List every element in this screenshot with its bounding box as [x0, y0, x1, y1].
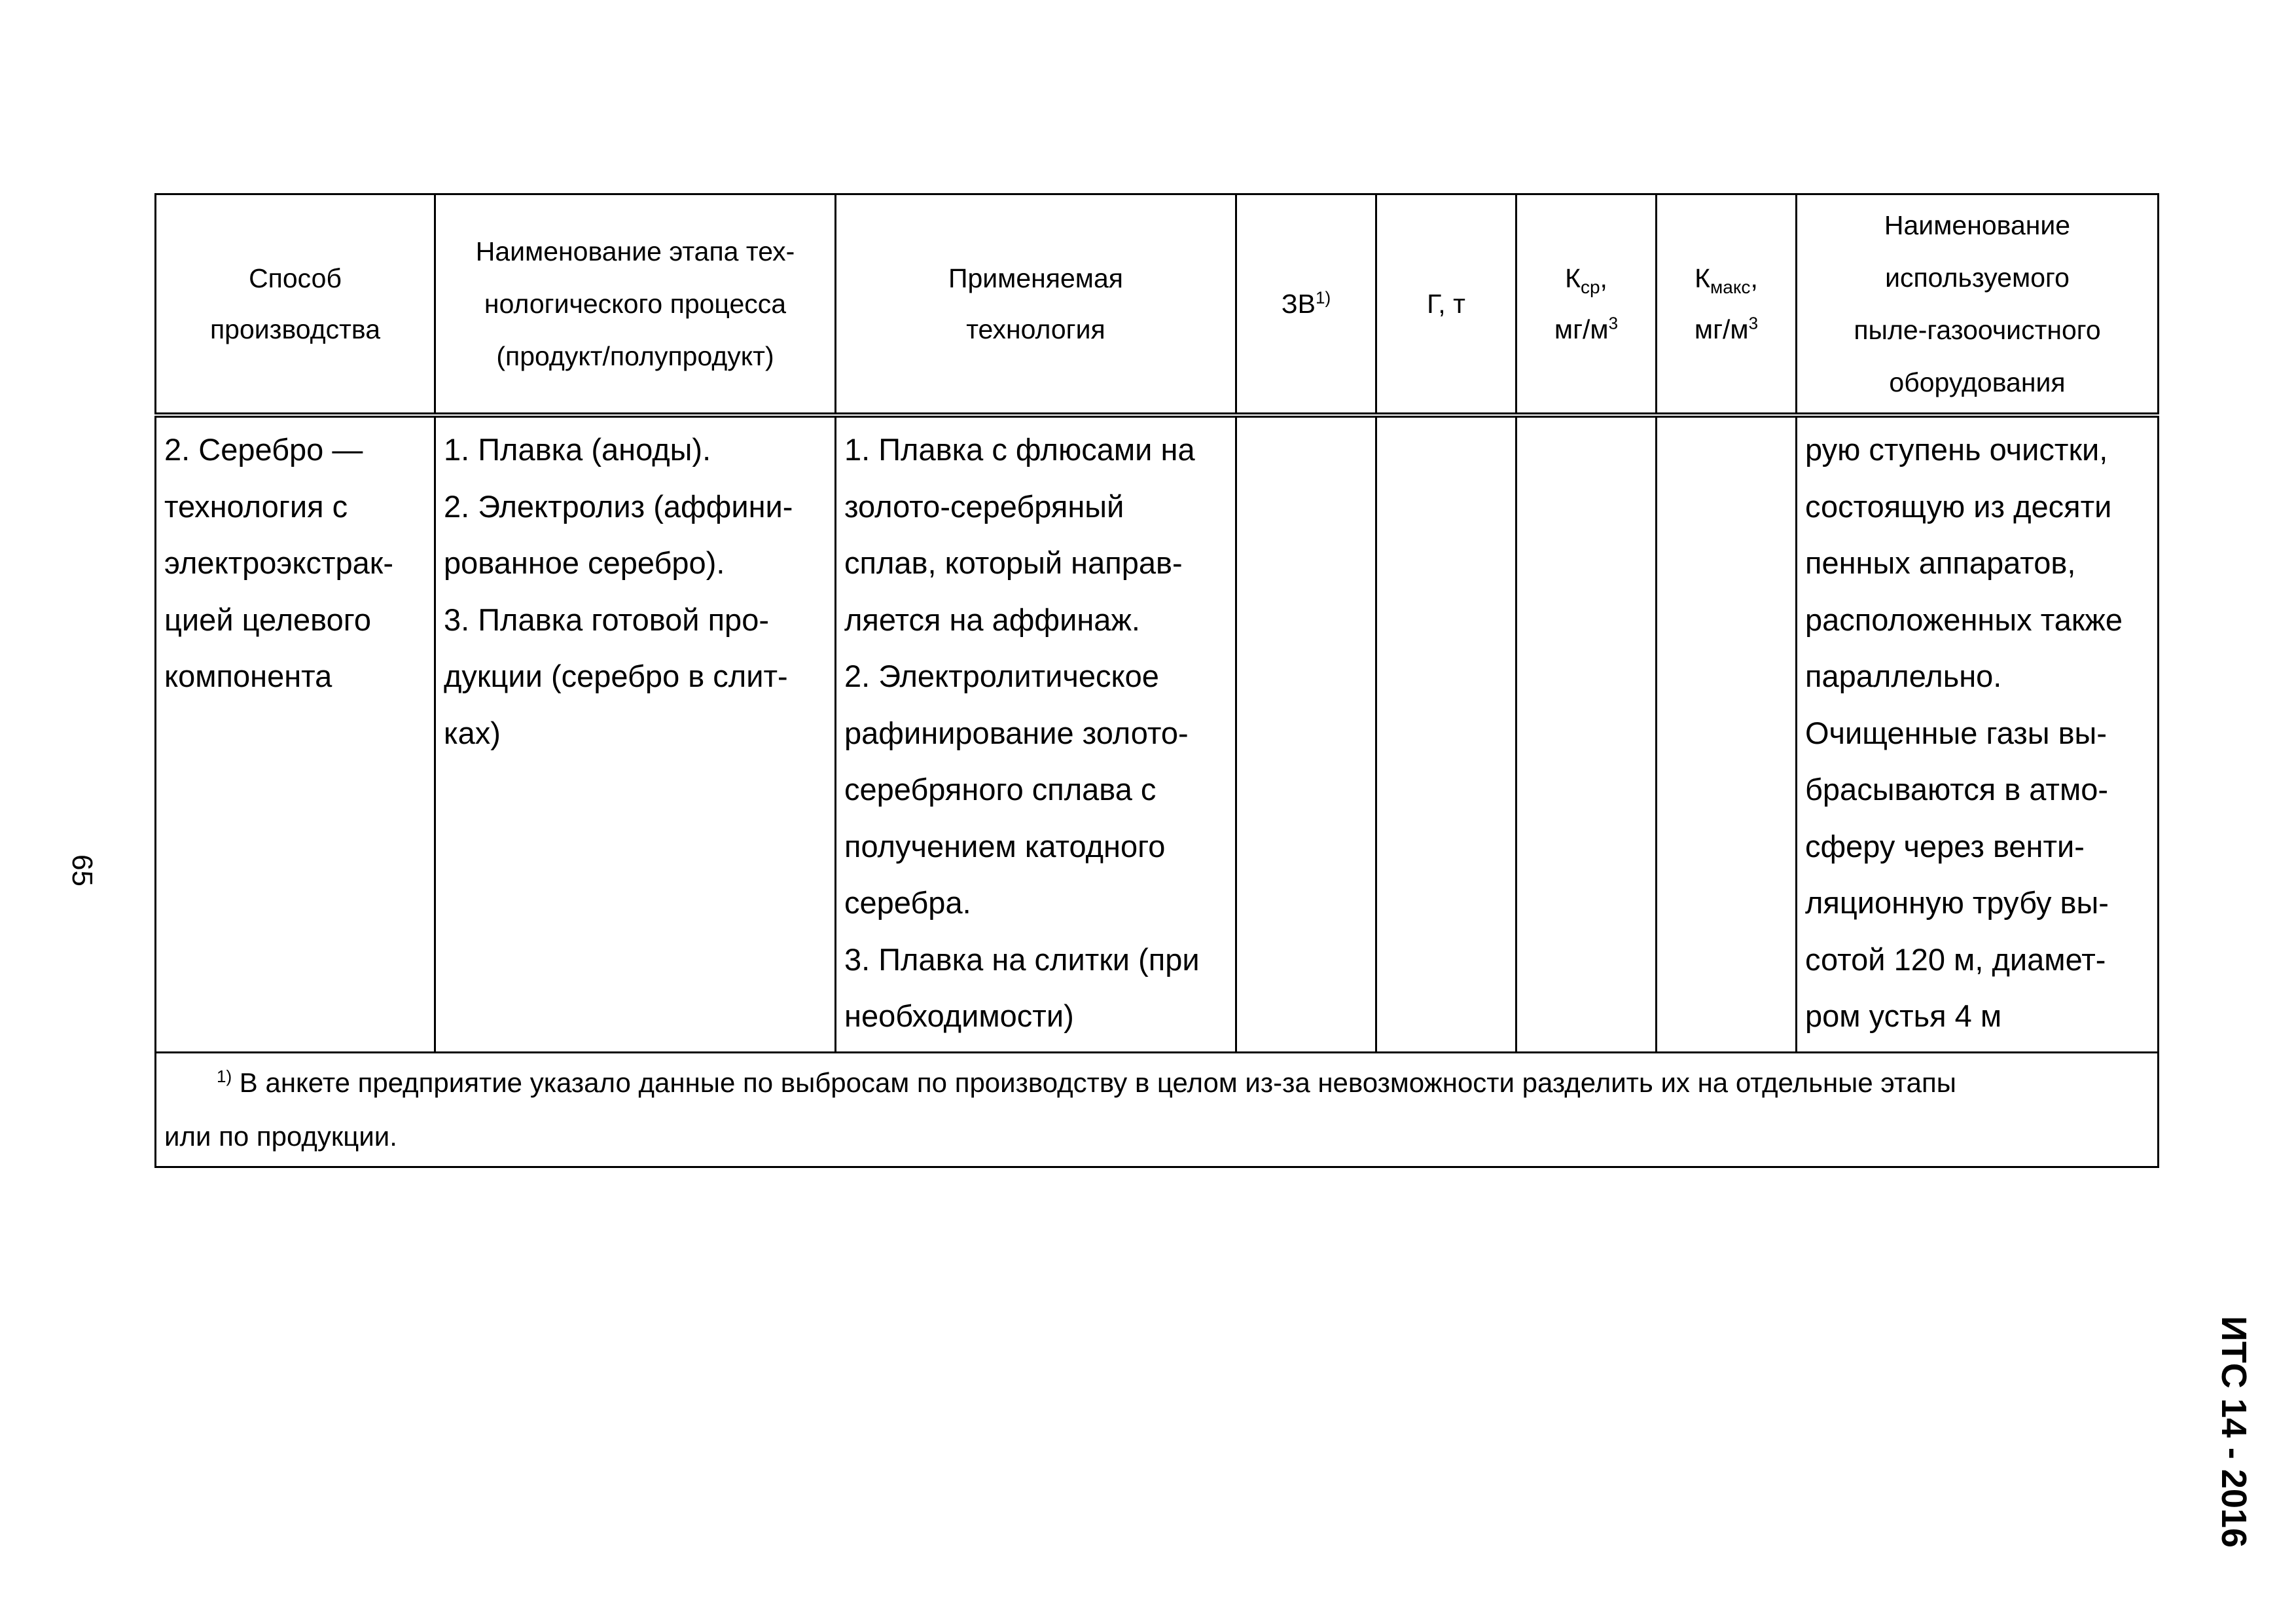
technology-line: 3. Плавка на слитки (при — [844, 941, 1200, 977]
header-technology — [836, 194, 1236, 416]
stage-line: 1. Плавка (аноды). — [444, 432, 711, 467]
footnote-line — [164, 1056, 2149, 1110]
footnote-marker: 1) — [217, 1067, 232, 1086]
stage-line: 2. Электролиз (аффини- — [444, 488, 793, 524]
emissions-table — [154, 193, 2159, 1168]
table-footnote — [156, 1053, 2159, 1167]
technology-line: необходимости) — [844, 998, 1074, 1033]
technology-line: 2. Электролитическое — [844, 659, 1159, 693]
header-method-line: Способ — [249, 263, 342, 293]
equipment-line: брасываются в атмо- — [1805, 772, 2109, 807]
footnote-line: или по продукции. — [164, 1121, 397, 1152]
technology-line: серебряного сплава с — [844, 772, 1157, 807]
header-mass — [1376, 194, 1516, 416]
header-method-line: производства — [209, 314, 381, 344]
equipment-line: расположенных также — [1805, 602, 2123, 637]
header-pollutant-footnote-mark: 1) — [1316, 287, 1331, 308]
equipment-line: сферу через венти- — [1805, 828, 2085, 864]
technology-line: серебра. — [844, 885, 971, 920]
header-c-max-symbol: $К_{макс}$, — [1695, 263, 1758, 298]
method-line: электроэкстрак- — [164, 545, 393, 580]
equipment-line: параллельно. — [1805, 659, 2002, 693]
document-code: ИТС 14 - 2016 — [2214, 1316, 2253, 1548]
header-equipment-line: используемого — [1885, 263, 2070, 293]
table-footnote-row — [156, 1053, 2159, 1167]
method-line: 2. Серебро — — [164, 432, 363, 467]
technology-line: сплав, который направ- — [844, 545, 1183, 580]
header-c-avg-unit: $мг/м^3$ — [1554, 313, 1619, 344]
header-technology-line: технология — [966, 314, 1105, 344]
equipment-line: сотой 120 м, диамет- — [1805, 941, 2106, 977]
cell-pollutant — [1236, 415, 1376, 1053]
cell-technology — [836, 415, 1236, 1053]
equipment-line: ляционную трубу вы- — [1805, 885, 2109, 920]
header-c-max — [1657, 194, 1797, 416]
header-c-max-unit: $мг/м^3$ — [1694, 313, 1759, 344]
header-pollutant — [1236, 194, 1376, 416]
header-c-avg-symbol: $К_{ср}$, — [1565, 263, 1607, 298]
technology-line: золото-серебряный — [844, 488, 1124, 524]
equipment-line: состоящую из десяти — [1805, 488, 2112, 524]
header-equipment-line: Наименование — [1884, 210, 2071, 240]
method-line: компонента — [164, 659, 332, 693]
stage-line: ках) — [444, 715, 501, 750]
table-header-row — [156, 194, 2159, 416]
header-pollutant-label: ЗВ — [1281, 289, 1316, 319]
equipment-line: Очищенные газы вы- — [1805, 715, 2107, 750]
footnote-text: В анкете предприятие указало данные по выбросам по производству в целом из-за невозможности разделить их на отдельные этапы — [232, 1067, 1956, 1098]
technology-line: 1. Плавка с флюсами на — [844, 432, 1195, 467]
header-stage-line: нологического процесса — [484, 289, 787, 319]
header-stage-line: (продукт/полупродукт) — [496, 341, 774, 371]
stage-line: рованное серебро). — [444, 545, 725, 580]
header-equipment — [1797, 194, 2159, 416]
cell-equipment — [1797, 415, 2159, 1053]
stage-line: дукции (серебро в слит- — [444, 659, 788, 693]
cell-c-max — [1657, 415, 1797, 1053]
header-mass-label: Г, т — [1427, 289, 1465, 319]
header-c-avg — [1516, 194, 1657, 416]
cell-stage — [435, 415, 836, 1053]
technology-line: рафинирование золото- — [844, 715, 1189, 750]
technology-line: ляется на аффинаж. — [844, 602, 1140, 637]
technology-line: получением катодного — [844, 828, 1166, 864]
header-stage — [435, 194, 836, 416]
equipment-line: пенных аппаратов, — [1805, 545, 2076, 580]
cell-c-avg — [1516, 415, 1657, 1053]
method-line: технология с — [164, 488, 348, 524]
header-method — [156, 194, 435, 416]
table-row — [156, 415, 2159, 1053]
stage-line: 3. Плавка готовой про- — [444, 602, 769, 637]
cell-method — [156, 415, 435, 1053]
header-stage-line: Наименование этапа тех- — [475, 236, 795, 266]
equipment-line: рую ступень очистки, — [1805, 432, 2108, 467]
cell-mass — [1376, 415, 1516, 1053]
page-number: 65 — [66, 854, 98, 886]
header-equipment-line: пыле-газоочистного — [1854, 315, 2101, 345]
header-equipment-line: оборудования — [1889, 367, 2066, 397]
equipment-line: ром устья 4 м — [1805, 998, 2002, 1033]
header-technology-line: Применяемая — [948, 263, 1123, 293]
method-line: цией целевого — [164, 602, 371, 637]
